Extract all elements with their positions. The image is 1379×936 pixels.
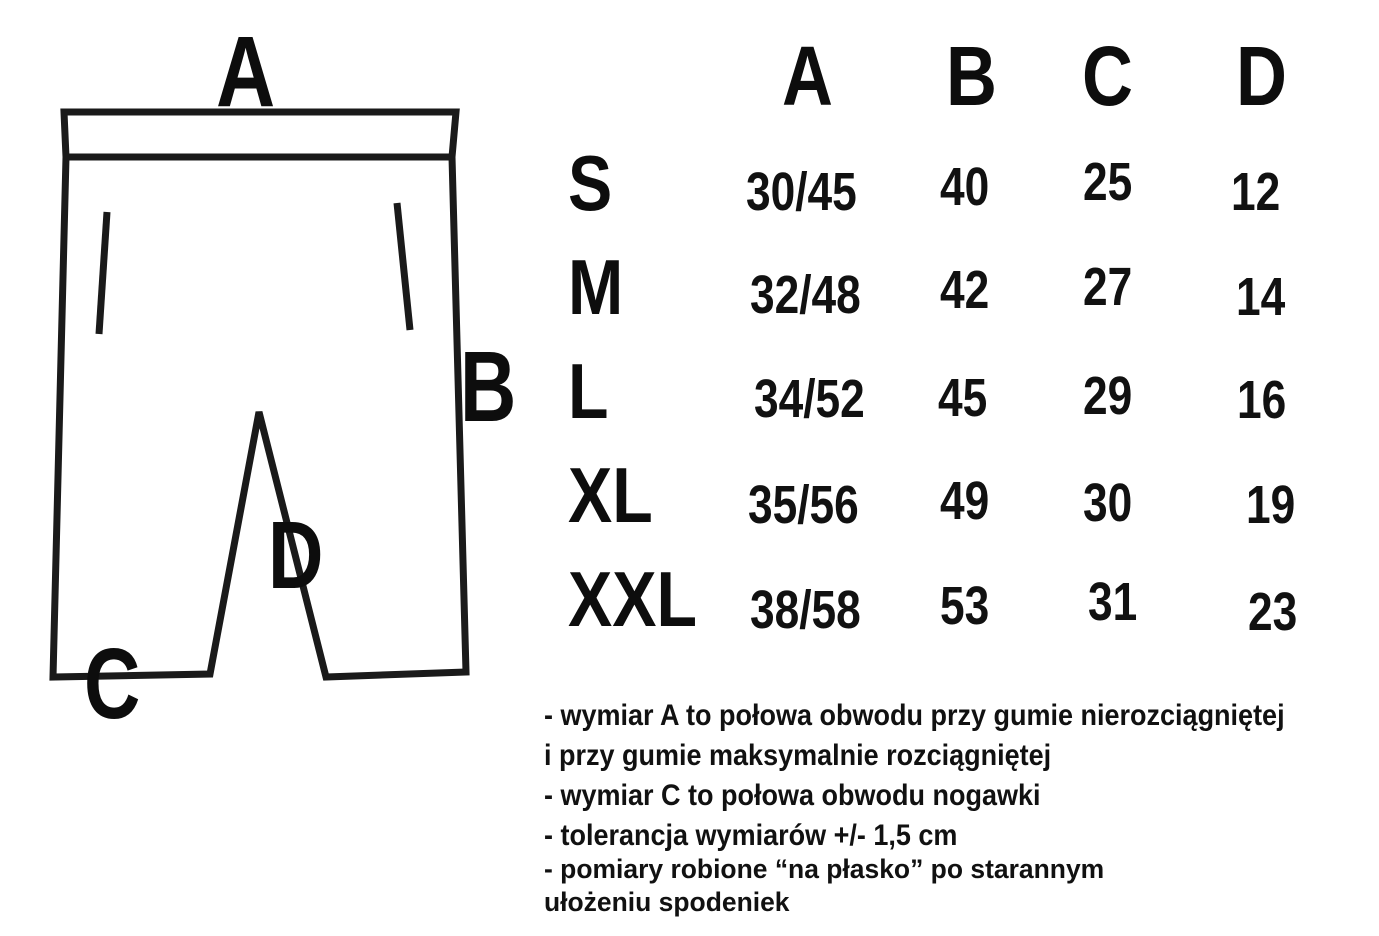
left-pocket-line: [99, 212, 107, 334]
cell-a: 32/48: [750, 265, 861, 325]
size-label: S: [568, 139, 613, 227]
cell-c: 31: [1088, 572, 1138, 632]
note-line: - pomiary robione “na płasko” po starannym: [544, 854, 1105, 884]
cell-b: 42: [940, 260, 990, 320]
cell-a: 30/45: [746, 162, 857, 222]
cell-c: 30: [1083, 473, 1133, 533]
cell-d: 14: [1236, 267, 1286, 327]
dimension-label-b: B: [460, 331, 517, 443]
cell-d: 19: [1246, 475, 1296, 535]
cell-b: 40: [940, 157, 990, 217]
note-line: i przy gumie maksymalnie rozciągniętej: [544, 739, 1052, 772]
dimension-label-c: C: [84, 628, 141, 740]
column-header-c: C: [1082, 29, 1133, 123]
cell-c: 25: [1083, 152, 1133, 212]
note-line: - wymiar C to połowa obwodu nogawki: [544, 779, 1041, 812]
cell-d: 16: [1237, 370, 1287, 430]
cell-d: 23: [1248, 582, 1298, 642]
cell-b: 45: [938, 368, 988, 428]
column-header-a: A: [782, 29, 833, 123]
size-label: M: [568, 243, 624, 331]
shorts-body-outline: [53, 157, 466, 677]
cell-b: 49: [940, 471, 990, 531]
right-pocket-line: [397, 203, 410, 330]
cell-d: 12: [1231, 162, 1281, 222]
cell-c: 27: [1083, 257, 1133, 317]
column-header-d: D: [1236, 29, 1287, 123]
cell-a: 38/58: [750, 580, 861, 640]
dimension-label-a: A: [216, 16, 276, 128]
note-line: - tolerancja wymiarów +/- 1,5 cm: [544, 819, 958, 852]
size-label: L: [568, 347, 609, 435]
dimension-label-d: D: [268, 502, 324, 609]
column-header-b: B: [946, 29, 997, 123]
note-line: ułożeniu spodeniek: [544, 887, 790, 917]
cell-a: 34/52: [754, 369, 865, 429]
note-line: - wymiar A to połowa obwodu przy gumie nierozciągniętej: [544, 699, 1285, 732]
cell-c: 29: [1083, 366, 1133, 426]
size-label: XL: [568, 451, 653, 539]
cell-b: 53: [940, 576, 990, 636]
cell-a: 35/56: [748, 475, 859, 535]
size-label: XXL: [568, 555, 697, 643]
